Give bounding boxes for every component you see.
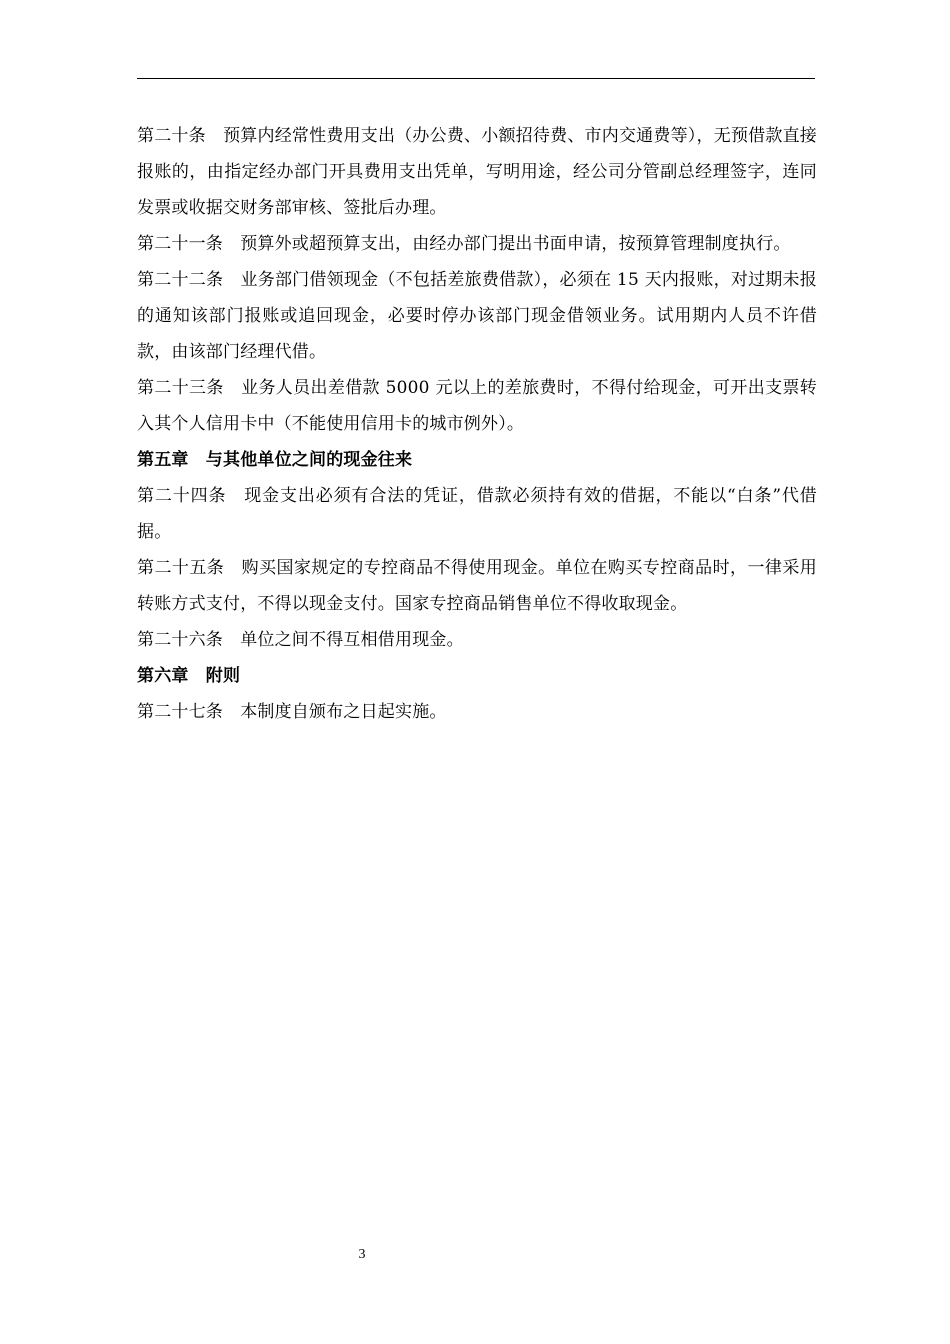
article-27: 第二十七条 本制度自颁布之日起实施。 [137, 702, 447, 722]
article-26: 第二十六条 单位之间不得互相借用现金。 [137, 630, 464, 650]
document-body [137, 118, 817, 730]
article-24: 第二十四条 现金支出必须有合法的凭证，借款必须持有效的借据，不能以“白条”代借据。 [137, 486, 817, 542]
chapter-6-heading: 第六章 附则 [137, 666, 241, 686]
article-23: 第二十三条 业务人员出差借款 5000 元以上的差旅费时，不得付给现金，可开出支票转入其个人信用卡中（不能使用信用卡的城市例外）。 [137, 378, 817, 434]
article-21: 第二十一条 预算外或超预算支出，由经办部门提出书面申请，按预算管理制度执行。 [137, 234, 791, 254]
article-25: 第二十五条 购买国家规定的专控商品不得使用现金。单位在购买专控商品时，一律采用转账方式支付，不得以现金支付。国家专控商品销售单位不得收取现金。 [137, 558, 817, 614]
article-22: 第二十二条 业务部门借领现金（不包括差旅费借款），必须在 15 天内报账，对过期未报的通知该部门报账或追回现金，必要时停办该部门现金借领业务。试用期内人员不许借款，由该部门经理代借。 [137, 270, 817, 362]
page-number: 3 [358, 1247, 366, 1262]
chapter-5-heading: 第五章 与其他单位之间的现金往来 [137, 450, 413, 470]
article-20: 第二十条 预算内经常性费用支出（办公费、小额招待费、市内交通费等），无预借款直接报账的，由指定经办部门开具费用支出凭单，写明用途，经公司分管副总经理签字，连同发票或收据交财务部审核、签批后办理。 [137, 126, 817, 218]
header-rule [137, 78, 815, 79]
